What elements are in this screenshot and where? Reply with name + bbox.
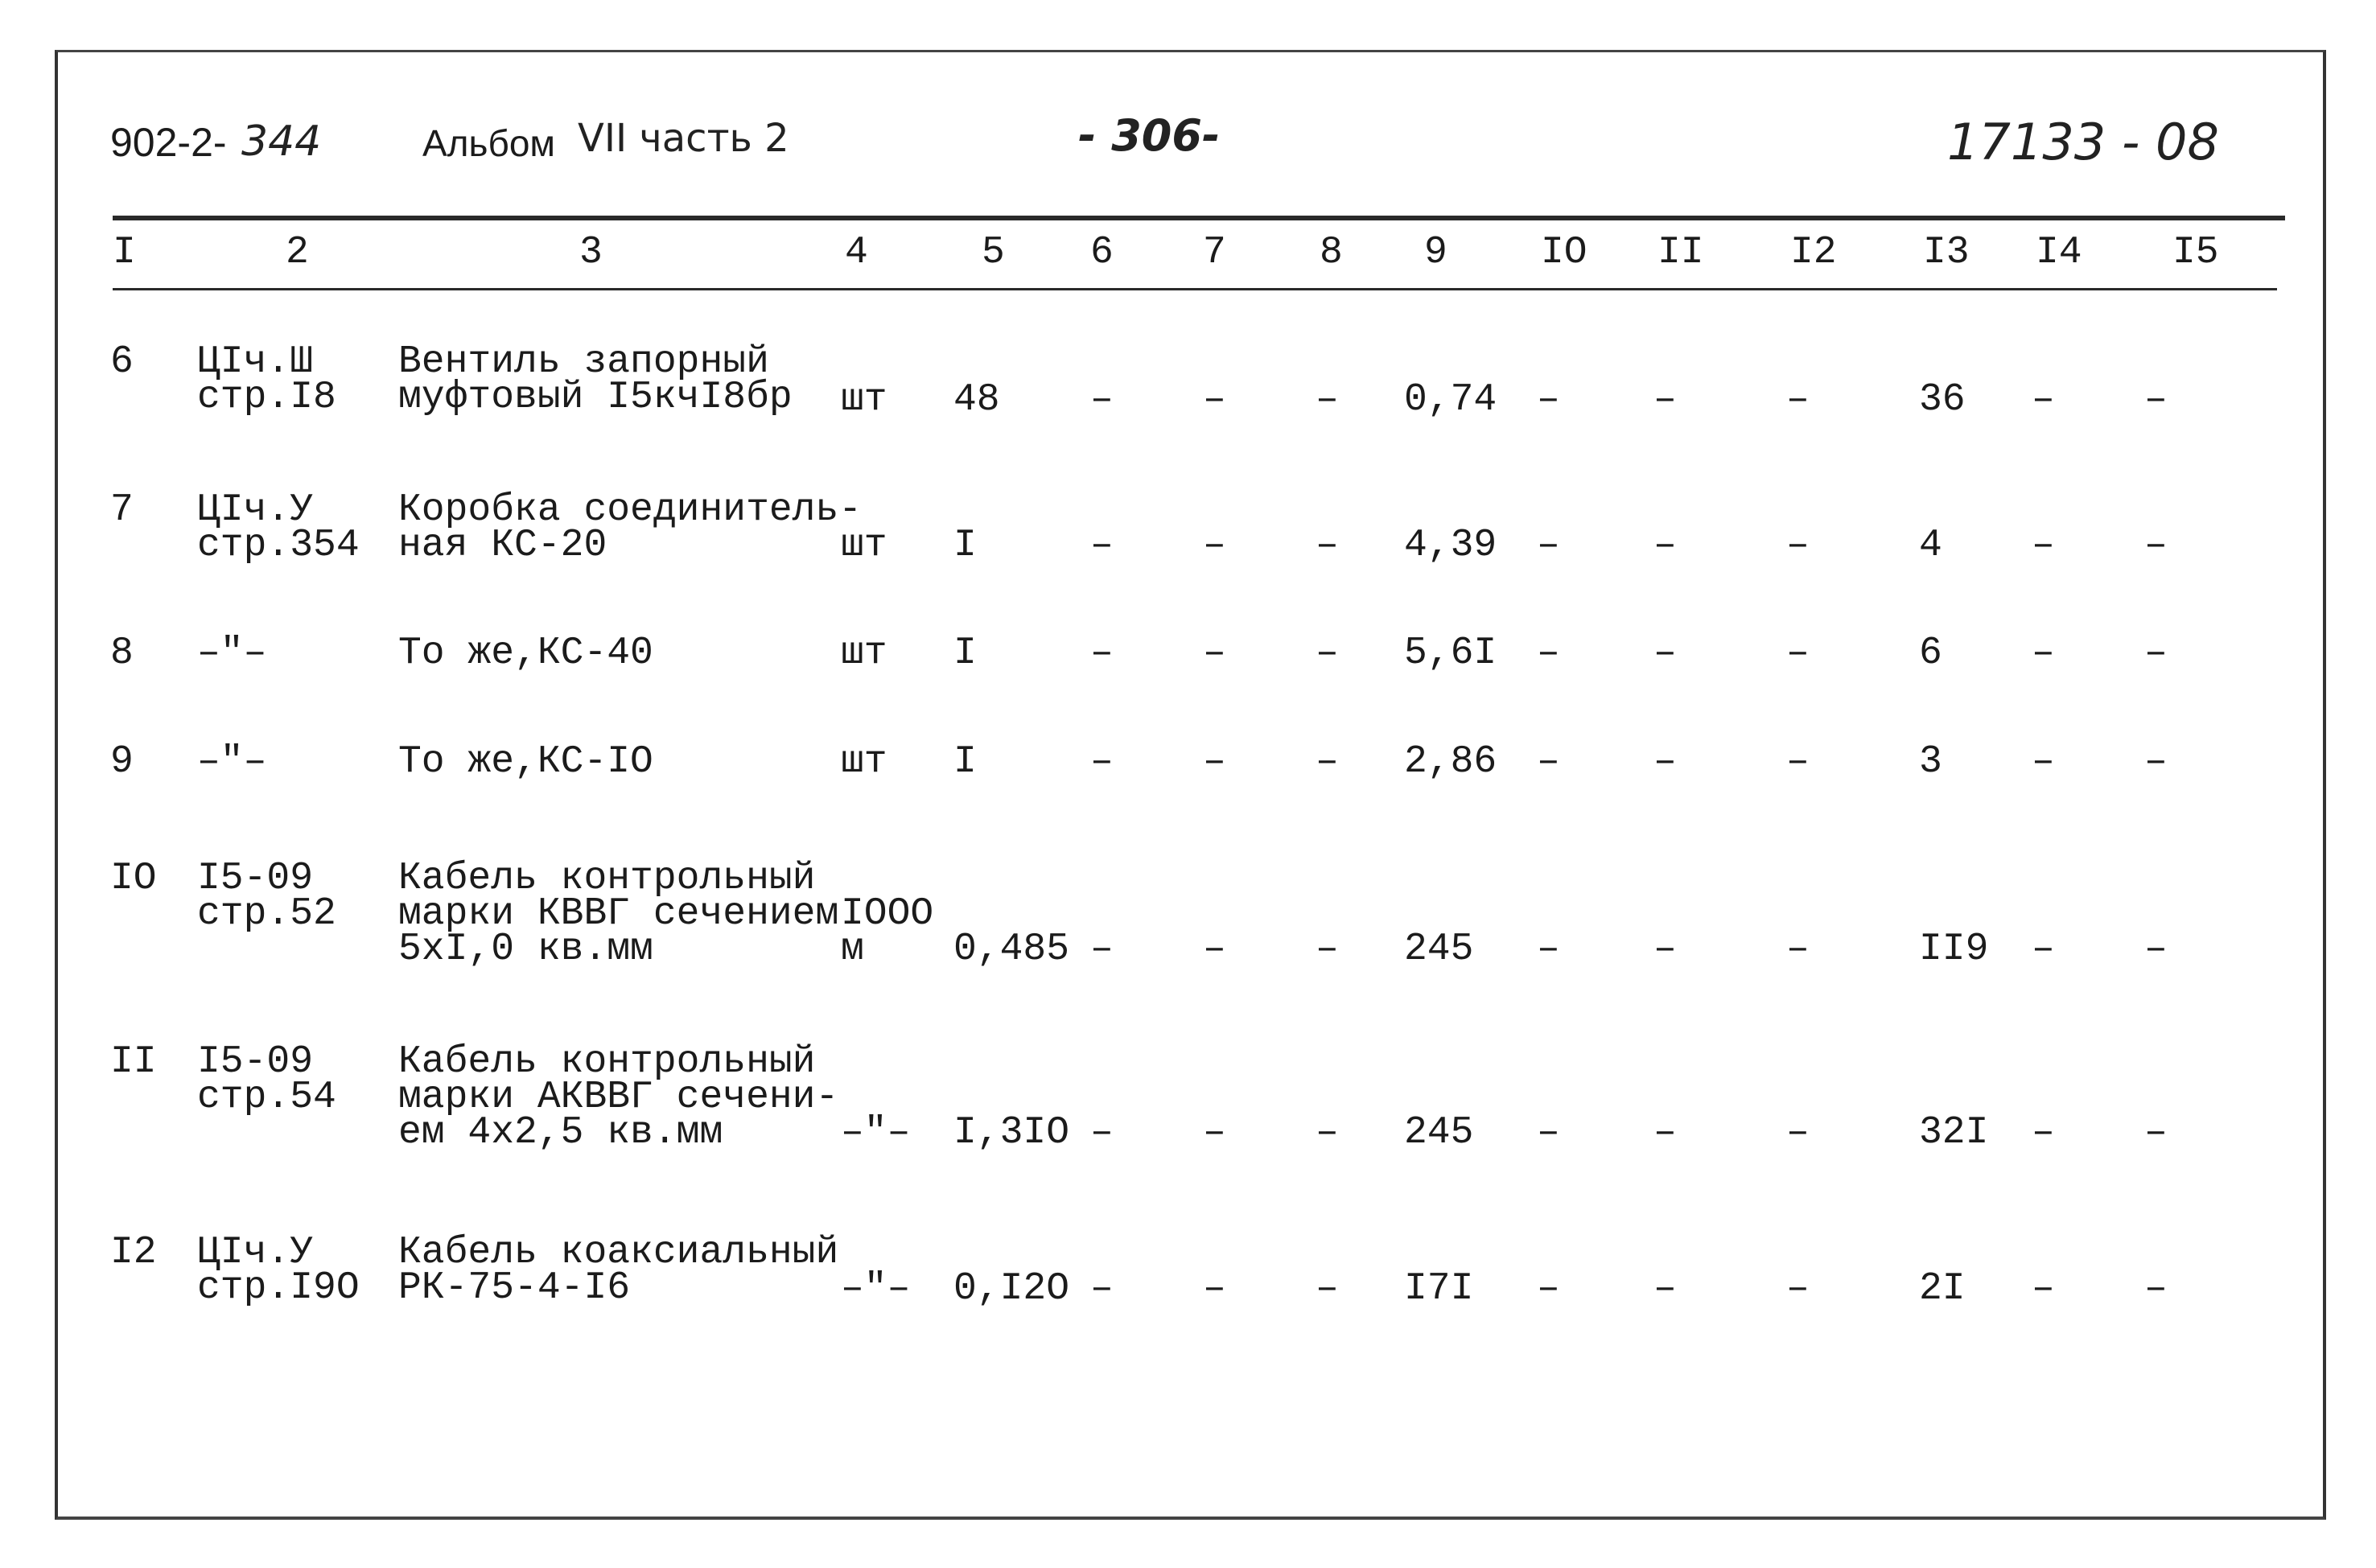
cell-c9: 245 (1404, 1111, 1474, 1154)
cell-c12: – (1786, 740, 1810, 784)
cell-c9: 0,74 (1404, 378, 1497, 422)
column-header-8: 8 (1320, 231, 1343, 274)
cell-ref: –"– (197, 632, 267, 675)
cell-c9: 2,86 (1404, 740, 1497, 784)
cell-qty: I,3IO (953, 1111, 1070, 1154)
cell-no: 6 (110, 340, 134, 384)
column-header-9: 9 (1424, 231, 1447, 274)
cell-name: Вентиль запорный муфтовый I5кчI8бр (398, 340, 793, 419)
column-header-15: I5 (2172, 231, 2219, 274)
cell-name: Кабель коаксиальный РК-75-4-I6 (398, 1231, 839, 1310)
column-header-10: IO (1541, 231, 1587, 274)
cell-qty: I (953, 740, 977, 784)
cell-c14: – (2032, 524, 2055, 567)
cell-c14: – (2032, 378, 2055, 422)
cell-unit: шт (841, 632, 887, 675)
cell-name: То же,КС-40 (398, 632, 653, 675)
cell-unit: шт (841, 524, 887, 567)
cell-c12: – (1786, 928, 1810, 971)
cell-c8: – (1316, 632, 1339, 675)
page-frame (55, 50, 2326, 1520)
cell-c10: – (1537, 632, 1560, 675)
cell-unit: IOOO м (841, 892, 934, 971)
cell-c14: – (2032, 632, 2055, 675)
column-header-7: 7 (1203, 231, 1226, 274)
cell-c7: – (1203, 1111, 1226, 1154)
cell-unit: –"– (841, 1267, 911, 1311)
cell-c14: – (2032, 1111, 2055, 1154)
column-header-12: I2 (1790, 231, 1837, 274)
cell-c15: – (2144, 378, 2168, 422)
cell-c13: 36 (1919, 378, 1966, 422)
cell-c12: – (1786, 378, 1810, 422)
series-number: 344 (241, 117, 322, 166)
cell-c11: – (1653, 524, 1677, 567)
cell-c9: 4,39 (1404, 524, 1497, 567)
cell-c8: – (1316, 1111, 1339, 1154)
cell-c13: 2I (1919, 1267, 1966, 1311)
cell-c11: – (1653, 378, 1677, 422)
cell-name: Кабель контрольный марки АКВВГ сечени- ем 4х2,5 кв.мм (398, 1040, 839, 1154)
cell-c10: – (1537, 524, 1560, 567)
cell-c15: – (2144, 1111, 2168, 1154)
column-header-1: I (113, 231, 136, 274)
cell-c11: – (1653, 740, 1677, 784)
column-header-14: I4 (2036, 231, 2082, 274)
cell-no: II (110, 1040, 157, 1084)
cell-c11: – (1653, 632, 1677, 675)
cell-c12: – (1786, 632, 1810, 675)
cell-unit: шт (841, 740, 887, 784)
cell-c8: – (1316, 740, 1339, 784)
cell-c9: 245 (1404, 928, 1474, 971)
cell-c13: II9 (1919, 928, 1989, 971)
cell-c11: – (1653, 1267, 1677, 1311)
column-header-5: 5 (982, 231, 1005, 274)
cell-c14: – (2032, 740, 2055, 784)
column-header-13: I3 (1923, 231, 1970, 274)
cell-no: I2 (110, 1231, 157, 1274)
cell-c12: – (1786, 1267, 1810, 1311)
column-header-2: 2 (286, 231, 309, 274)
cell-qty: I (953, 524, 977, 567)
cell-c13: 6 (1919, 632, 1942, 675)
cell-qty: I (953, 632, 977, 675)
header-rule-top (113, 216, 2285, 220)
cell-unit: –"– (841, 1111, 911, 1154)
cell-c9: I7I (1404, 1267, 1474, 1311)
cell-c8: – (1316, 1267, 1339, 1311)
cell-name: Кабель контрольный марки КВВГ сечением 5хI,0 кв.мм (398, 857, 839, 971)
cell-c9: 5,6I (1404, 632, 1497, 675)
cell-ref: ЦIч.У стр.I9O (197, 1231, 360, 1310)
cell-ref: –"– (197, 740, 267, 784)
cell-no: 7 (110, 488, 134, 532)
cell-c15: – (2144, 1267, 2168, 1311)
cell-c14: – (2032, 1267, 2055, 1311)
cell-c6: – (1090, 524, 1114, 567)
cell-c12: – (1786, 524, 1810, 567)
cell-unit: шт (841, 378, 887, 422)
cell-c8: – (1316, 524, 1339, 567)
series-prefix: 902-2- (110, 120, 227, 165)
cell-no: 8 (110, 632, 134, 675)
cell-c11: – (1653, 928, 1677, 971)
cell-c13: 4 (1919, 524, 1942, 567)
cell-ref: I5-09 стр.54 (197, 1040, 336, 1119)
cell-c10: – (1537, 928, 1560, 971)
column-header-4: 4 (845, 231, 868, 274)
cell-c7: – (1203, 524, 1226, 567)
column-header-11: II (1657, 231, 1704, 274)
cell-c11: – (1653, 1111, 1677, 1154)
album-label: Альбом (422, 122, 556, 164)
document-code: 17133 - 08 (1947, 113, 2219, 171)
cell-c14: – (2032, 928, 2055, 971)
cell-qty: 0,I2O (953, 1267, 1070, 1311)
cell-no: 9 (110, 740, 134, 784)
cell-qty: 48 (953, 378, 1000, 422)
cell-c7: – (1203, 740, 1226, 784)
cell-c12: – (1786, 1111, 1810, 1154)
album-part: VII часть 2 (578, 116, 789, 161)
cell-c15: – (2144, 632, 2168, 675)
cell-ref: ЦIч.Ш стр.I8 (197, 340, 336, 419)
cell-qty: 0,485 (953, 928, 1070, 971)
header-rule-bottom (113, 288, 2277, 290)
cell-name: Коробка соединитель- ная КС-20 (398, 488, 863, 567)
cell-c13: 32I (1919, 1111, 1989, 1154)
cell-no: IO (110, 857, 157, 900)
cell-c10: – (1537, 1267, 1560, 1311)
column-header-6: 6 (1090, 231, 1114, 274)
page-number: - 306- (1078, 110, 1221, 161)
cell-c6: – (1090, 740, 1114, 784)
cell-c6: – (1090, 632, 1114, 675)
cell-c7: – (1203, 632, 1226, 675)
cell-c10: – (1537, 740, 1560, 784)
cell-c7: – (1203, 378, 1226, 422)
cell-c15: – (2144, 740, 2168, 784)
cell-c7: – (1203, 928, 1226, 971)
cell-c13: 3 (1919, 740, 1942, 784)
cell-c15: – (2144, 524, 2168, 567)
column-header-3: 3 (579, 231, 603, 274)
cell-c6: – (1090, 1267, 1114, 1311)
cell-c15: – (2144, 928, 2168, 971)
cell-ref: ЦIч.У стр.354 (197, 488, 360, 567)
cell-c6: – (1090, 928, 1114, 971)
cell-ref: I5-09 стр.52 (197, 857, 336, 936)
cell-c8: – (1316, 378, 1339, 422)
cell-c10: – (1537, 1111, 1560, 1154)
cell-c6: – (1090, 378, 1114, 422)
cell-c8: – (1316, 928, 1339, 971)
cell-c10: – (1537, 378, 1560, 422)
cell-c6: – (1090, 1111, 1114, 1154)
cell-c7: – (1203, 1267, 1226, 1311)
cell-name: То же,КС-IO (398, 740, 653, 784)
